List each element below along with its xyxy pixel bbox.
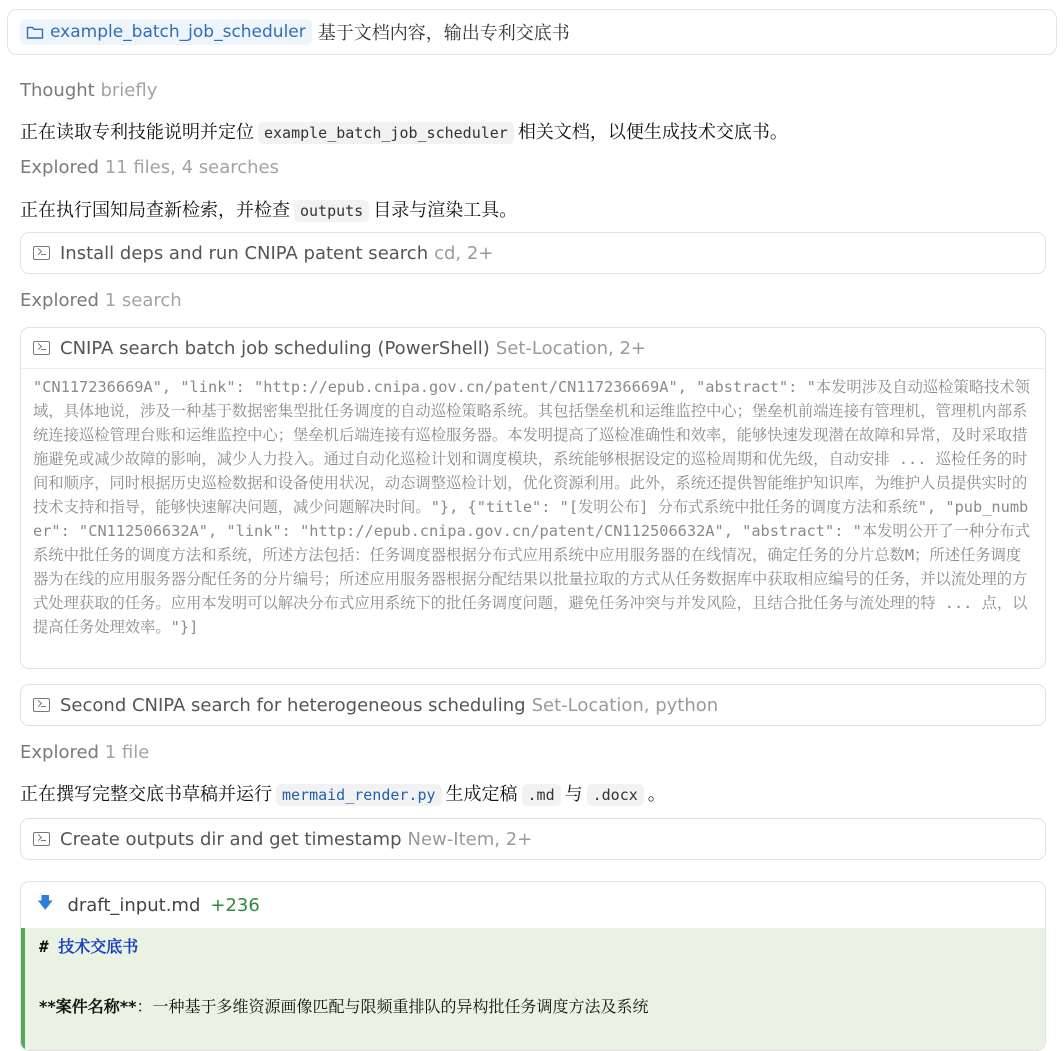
msg3-code-md: .md — [522, 784, 561, 806]
diff-filename: draft_input.md — [67, 894, 201, 916]
tool-call-second-search[interactable] — [20, 684, 1046, 726]
tool-call-create-outputs[interactable] — [20, 818, 1046, 860]
case-name-label: **案件名称** — [39, 997, 137, 1016]
heading-text: 技术交底书 — [58, 937, 139, 956]
tool-title: Second CNIPA search for heterogeneous scheduling — [60, 694, 526, 716]
msg3-code-script: mermaid_render.py — [276, 784, 442, 806]
thought-detail: briefly — [100, 80, 158, 101]
msg3-text-mid2: 与 — [564, 784, 583, 805]
assistant-message-2 — [20, 196, 517, 222]
terminal-icon — [33, 246, 50, 260]
tool-call-cnipa-search[interactable] — [20, 327, 1046, 669]
tool-header[interactable] — [21, 685, 1045, 725]
diff-line-2 — [39, 994, 649, 1017]
explored-row-1[interactable] — [20, 157, 279, 178]
assistant-message-3 — [20, 780, 666, 806]
thought-label: Thought — [20, 80, 95, 101]
diff-body — [21, 928, 1045, 1051]
msg3-code-docx: .docx — [587, 784, 644, 806]
diff-added-count: +236 — [210, 894, 260, 916]
tool-subtitle: New-Item, 2+ — [407, 828, 533, 850]
terminal-icon — [33, 698, 50, 712]
msg3-text-after: 。 — [647, 784, 666, 805]
msg1-code: example_batch_job_scheduler — [258, 122, 514, 144]
file-diff-card[interactable] — [20, 881, 1046, 1051]
explored-label: Explored — [20, 157, 99, 178]
tool-subtitle: Set-Location, python — [531, 694, 719, 716]
msg3-text-mid: 生成定稿 — [445, 784, 518, 805]
tool-output[interactable]: "CN117236669A", "link": "http://epub.cnipa.gov.cn/patent/CN117236669A", "abstract": "本发明涉及自动巡检策略技术领域，具体地说，涉及一种基于数据密集型批任务调度的自动巡检策略系统。其包括堡垒机和运维监控中心；堡垒机前端连接有管理机，管理机内部系统连接巡检管理台账和运维监控中心；堡垒机后端连接有巡检服务器。本发明提高了巡检准确性和效率，能够快速发现潜在故障和异常，及时采取措施避免或减少故障的影响，减少人力投入。通过自动化巡检计划和调度模块，系统能够根据设定的巡检周期和优先级，自动安排 ... 巡检任务的时间和顺序，同时根据历史巡检数据和设备使用状况，动态调整巡检计划，优化资源利用。此外，系统还提供智能维护知识库，为维护人员提供实时的技术支持和指导，能够快速解决问题，减少问题解决时间。"}, {"title": "[发明公布] 分布式系统中批任务的调度方法和系统", "pub_number": "CN112506632A", "link": "http://epub.cnipa.gov.cn/patent/CN112506632A", "abstract": "本发明公开了一种分布式系统中批任务的调度方法和系统，所述方法包括：任务调度器根据分布式应用系统中应用服务器的在线情况，确定任务的分片总数M；所述任务调度器为在线的应用服务器分配任务的分片编号；所述应用服务器根据分配结果以批量拉取的方式从任务数据库中获取相应编号的任务，并以流处理的方式处理获取的任务。应用本发明可以解决分布式应用系统下的批任务调度问题，避免任务冲突与并发风险，且结合批任务与流处理的特 ... 点，以提高任务处理效率。"}] — [21, 368, 1045, 668]
tool-header[interactable] — [21, 328, 1045, 368]
tool-title: Create outputs dir and get timestamp — [60, 828, 402, 850]
request-bar — [7, 9, 1057, 55]
msg1-text-before: 正在读取专利技能说明并定位 — [20, 122, 254, 143]
folder-icon — [26, 24, 44, 40]
folder-name: example_batch_job_scheduler — [50, 22, 306, 42]
terminal-icon — [33, 341, 50, 355]
tool-title: CNIPA search batch job scheduling (PowerShell) — [60, 337, 490, 359]
explored-row-3[interactable] — [20, 742, 149, 763]
terminal-icon — [33, 832, 50, 846]
msg3-text-before: 正在撰写完整交底书草稿并运行 — [20, 784, 272, 805]
tool-subtitle: cd, 2+ — [434, 242, 494, 264]
tool-subtitle: Set-Location, 2+ — [495, 337, 646, 359]
request-prompt: 基于文档内容，输出专利交底书 — [317, 23, 570, 44]
msg2-text-after: 目录与渲染工具。 — [373, 200, 518, 221]
explored-label: Explored — [20, 290, 99, 311]
case-name-value: ：一种基于多维资源画像匹配与限频重排队的异构批任务调度方法及系统 — [136, 997, 649, 1016]
heading-marker: # — [39, 937, 49, 956]
tool-header[interactable] — [21, 819, 1045, 859]
download-arrow-icon: 🡇 — [37, 892, 54, 912]
assistant-message-1 — [20, 118, 788, 144]
msg1-text-after: 相关文档，以便生成技术交底书。 — [517, 122, 788, 143]
explored-detail: 1 search — [104, 290, 182, 311]
folder-chip[interactable] — [20, 19, 312, 45]
tool-call-install-deps[interactable] — [20, 232, 1046, 274]
explored-detail: 1 file — [104, 742, 150, 763]
diff-line-1 — [39, 934, 138, 957]
explored-label: Explored — [20, 742, 99, 763]
explored-row-2[interactable] — [20, 290, 182, 311]
msg2-text-before: 正在执行国知局查新检索，并检查 — [20, 200, 290, 221]
msg2-code: outputs — [294, 200, 369, 222]
tool-title: Install deps and run CNIPA patent search — [60, 242, 429, 264]
diff-header[interactable] — [21, 882, 1045, 928]
tool-header[interactable] — [21, 233, 1045, 273]
thought-row[interactable] — [20, 80, 157, 101]
explored-detail: 11 files, 4 searches — [104, 157, 279, 178]
